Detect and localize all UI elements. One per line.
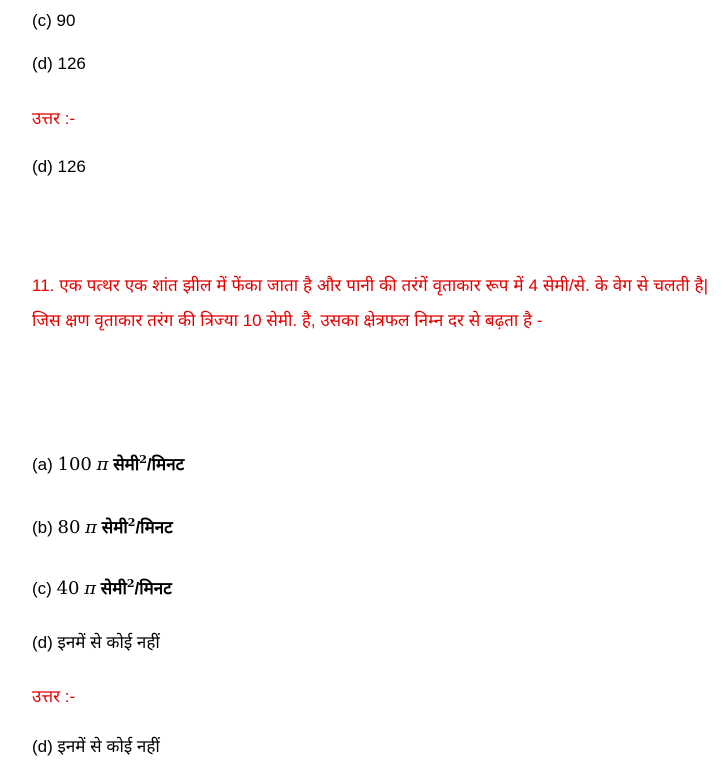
unit-label: [113, 455, 184, 474]
option-c-previous: (c) 90: [32, 11, 76, 30]
unit-label: [101, 579, 172, 598]
option-a: [32, 449, 184, 476]
unit-label: [102, 518, 173, 537]
answer-value: (d) इनमें से कोई नहीं: [32, 737, 160, 756]
option-c: [32, 573, 172, 600]
unit-exponent: 2: [126, 577, 135, 590]
pi-symbol: π: [85, 517, 97, 538]
unit-per: /मिनट: [135, 518, 173, 537]
option-number: 100: [57, 454, 92, 475]
option-prefix: (b): [32, 518, 53, 537]
option-b: [32, 512, 173, 539]
pi-symbol: π: [84, 578, 97, 599]
unit-text: सेमी: [113, 455, 140, 474]
answer-label: उत्तर :-: [32, 687, 76, 706]
option-d: (d) इनमें से कोई नहीं: [32, 633, 160, 652]
answer-value-previous: (d) 126: [32, 157, 86, 176]
unit-text: सेमी: [100, 579, 127, 598]
unit-text: सेमी: [101, 518, 128, 537]
option-prefix: (c): [32, 579, 52, 598]
unit-exponent: 2: [139, 453, 147, 466]
option-prefix: (a): [32, 455, 53, 474]
question-11: 11. एक पत्थर एक शांत झील में फेंका जाता है और पानी की तरंगें वृताकार रूप में 4 सेमी/से. के वेग से चलती है| जिस क्षण वृताकार तरंग की त्रिज्या 10 सेमी. है, उसका क्षेत्रफल निम्न दर से बढ़ता है -: [32, 276, 708, 330]
option-d-previous: (d) 126: [32, 54, 86, 73]
option-number: 80: [57, 517, 81, 538]
answer-label-previous: उत्तर :-: [32, 109, 76, 128]
option-number: 40: [56, 578, 80, 599]
unit-exponent: 2: [127, 516, 136, 529]
unit-per: /मिनट: [146, 455, 185, 474]
pi-symbol: π: [96, 454, 109, 475]
unit-per: /मिनट: [134, 579, 172, 598]
